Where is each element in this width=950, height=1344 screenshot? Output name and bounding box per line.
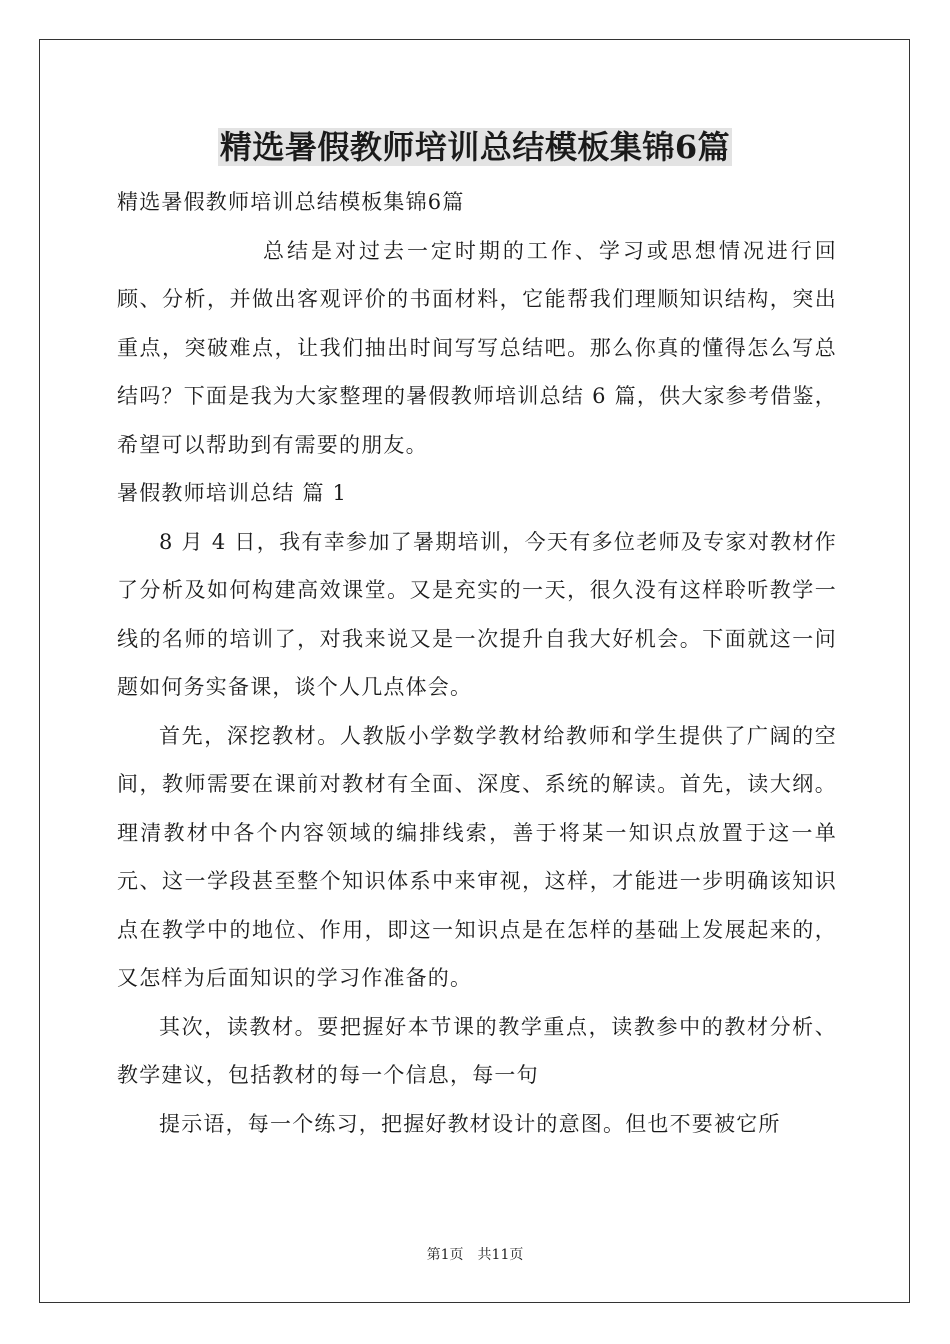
section-heading: 暑假教师培训总结 篇 1 bbox=[117, 481, 348, 505]
body-paragraph: 8 月 4 日，我有幸参加了暑期培训，今天有多位老师及专家对教材作了分析及如何构建高效课堂。又是充实的一天，很久没有这样聆听教学一线的名师的培训了，对我来说又是一次提升自我大好机会。下面就这一问题如何务实备课，谈个人几点体会。 bbox=[117, 529, 837, 699]
document-body bbox=[117, 178, 837, 1148]
document-title-text: 精选暑假教师培训总结模板集锦6篇 bbox=[219, 128, 731, 166]
body-paragraph: 其次，读教材。要把握好本节课的教学重点，读教参中的教材分析、教学建议，包括教材的每一个信息，每一句 bbox=[117, 1014, 837, 1087]
document-subtitle: 精选暑假教师培训总结模板集锦6篇 bbox=[117, 190, 465, 214]
body-paragraph: 提示语，每一个练习，把握好教材设计的意图。但也不要被它所 bbox=[159, 1111, 781, 1136]
body-paragraph: 首先，深挖教材。人教版小学数学教材给教师和学生提供了广阔的空间，教师需要在课前对教材有全面、深度、系统的解读。首先，读大纲。理清教材中各个内容领域的编排线索，善于将某一知识点放置于这一单元、这一学段甚至整个知识体系中来审视，这样，才能进一步明确该知识点在教学中的地位、作用，即这一知识点是在怎样的基础上发展起来的，又怎样为后面知识的学习作准备的。 bbox=[117, 723, 837, 990]
page-number: 第1页 bbox=[426, 1247, 464, 1263]
page-footer bbox=[0, 1244, 950, 1264]
intro-paragraph: 总结是对过去一定时期的工作、学习或思想情况进行回顾、分析，并做出客观评价的书面材料，它能帮我们理顺知识结构，突出重点，突破难点，让我们抽出时间写写总结吧。那么你真的懂得怎么写总结吗？下面是我为大家整理的暑假教师培训总结 6 篇，供大家参考借鉴，希望可以帮助到有需要的朋友。 bbox=[117, 238, 837, 457]
page-total: 共11页 bbox=[477, 1247, 524, 1263]
document-title bbox=[0, 123, 950, 171]
